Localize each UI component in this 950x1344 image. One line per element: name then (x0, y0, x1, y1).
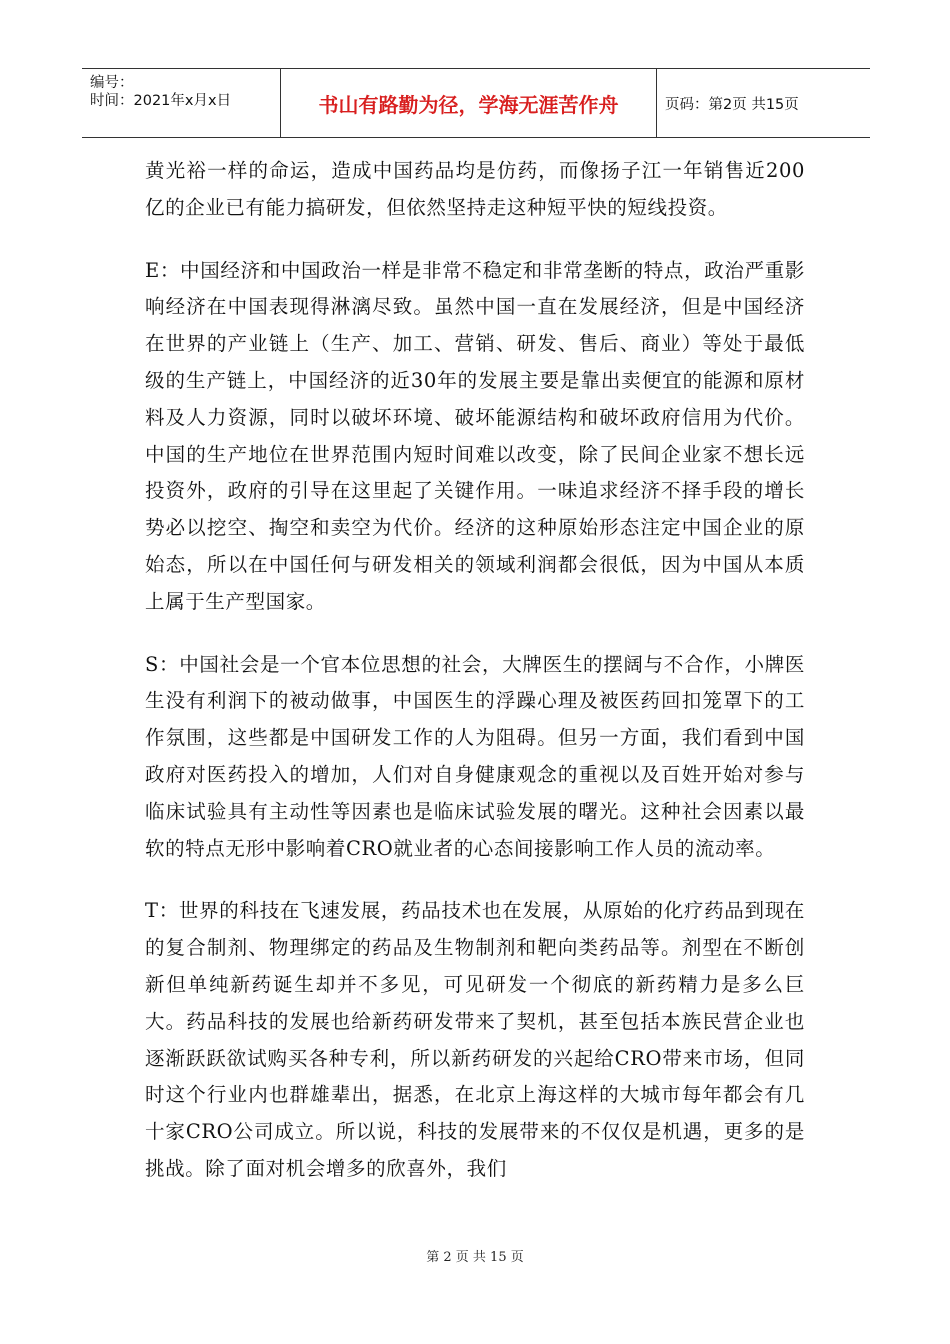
paragraph-continuation: 黄光裕一样的命运，造成中国药品均是仿药，而像扬子江一年销售近200亿的企业已有能力搞研发，但依然坚持走这种短平快的短线投资。 (145, 159, 805, 219)
paragraph-society: S：中国社会是一个官本位思想的社会，大牌医生的摆阔与不合作，小牌医生没有利润下的被动做事，中国医生的浮躁心理及被医药回扣笼罩下的工作氛围，这些都是中国研发工作的人为阻碍。但另一方面，我们看到中国政府对医药投入的增加，人们对自身健康观念的重视以及百姓开始对参与临床试验具有主动性等因素也是临床试验发展的曙光。这种社会因素以最软的特点无形中影响着CRO就业者的心态间接影响工作人员的流动率。 (145, 652, 805, 860)
header-meta (82, 69, 281, 137)
date-label: 时间：2021年x月x日 (90, 93, 232, 109)
header-page-info: 页码：第2页 共15页 (665, 96, 799, 113)
serial-number-label: 编号： (90, 75, 134, 91)
document-body (145, 153, 805, 1214)
header-motto: 书山有路勤为径，学海无涯苦作舟 (281, 69, 657, 137)
paragraph-technology: T：世界的科技在飞速发展，药品技术也在发展，从原始的化疗药品到现在的复合制剂、物理绑定的药品及生物制剂和靶向类药品等。剂型在不断创新但单纯新药诞生却并不多见，可见研发一个彻底的新药精力是多么巨大。药品科技的发展也给新药研发带来了契机，甚至包括本族民营企业也逐渐跃跃欲试购买各种专利，所以新药研发的兴起给CRO带来市场，但同时这个行业内也群雄辈出，据悉，在北京上海这样的大城市每年都会有几十家CRO公司成立。所以说，科技的发展带来的不仅仅是机遇，更多的是挑战。除了面对机会增多的欣喜外，我们 (145, 899, 805, 1180)
paragraph-economy: E：中国经济和中国政治一样是非常不稳定和非常垄断的特点，政治严重影响经济在中国表现得淋漓尽致。虽然中国一直在发展经济，但是中国经济在世界的产业链上（生产、加工、营销、研发、售后、商业）等处于最低级的生产链上，中国经济的近30年的发展主要是靠出卖便宜的能源和原材料及人力资源，同时以破坏环境、破坏能源结构和破坏政府信用为代价。中国的生产地位在世界范围内短时间难以改变，除了民间企业家不想长远投资外，政府的引导在这里起了关键作用。一味追求经济不择手段的增长势必以挖空、掏空和卖空为代价。经济的这种原始形态注定中国企业的原始态，所以在中国任何与研发相关的领域利润都会很低，因为中国从本质上属于生产型国家。 (145, 258, 805, 613)
page-footer: 第 2 页 共 15 页 (426, 1250, 524, 1265)
page-header (82, 68, 870, 138)
